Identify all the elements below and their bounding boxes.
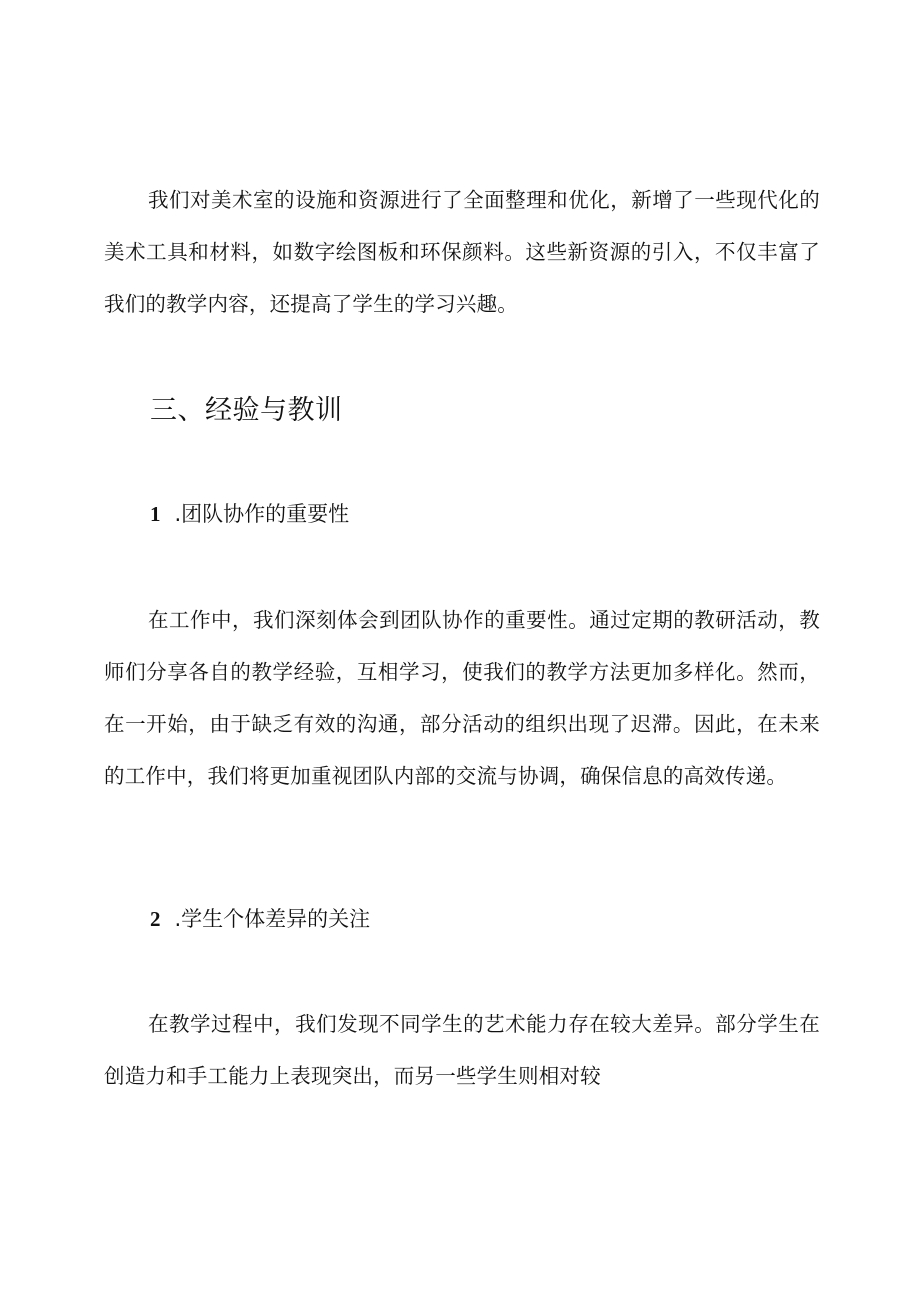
section-heading-experience-lessons: 三、经验与教训 [150,395,343,426]
subheading-title: .团队协作的重要性 [174,502,350,526]
subheading-student-differences [150,903,370,933]
subheading-number: 2 [150,907,161,931]
subheading-teamwork [150,498,349,528]
paragraph-student-differences: 在教学过程中，我们发现不同学生的艺术能力存在较大差异。部分学生在创造力和手工能力上表现突出，而另一些学生则相对较 [104,1012,820,1088]
paragraph-teamwork: 在工作中，我们深刻体会到团队协作的重要性。通过定期的教研活动，教师们分享各自的教学经验，互相学习，使我们的教学方法更加多样化。然而，在一开始，由于缺乏有效的沟通，部分活动的组织出现了迟滞。因此，在未来的工作中，我们将更加重视团队内部的交流与协调，确保信息的高效传递。 [104,608,820,788]
paragraph-resources: 我们对美术室的设施和资源进行了全面整理和优化，新增了一些现代化的美术工具和材料，如数字绘图板和环保颜料。这些新资源的引入，不仅丰富了我们的教学内容，还提高了学生的学习兴趣。 [104,188,820,316]
subheading-title: .学生个体差异的关注 [174,907,371,931]
subheading-number: 1 [150,502,161,526]
